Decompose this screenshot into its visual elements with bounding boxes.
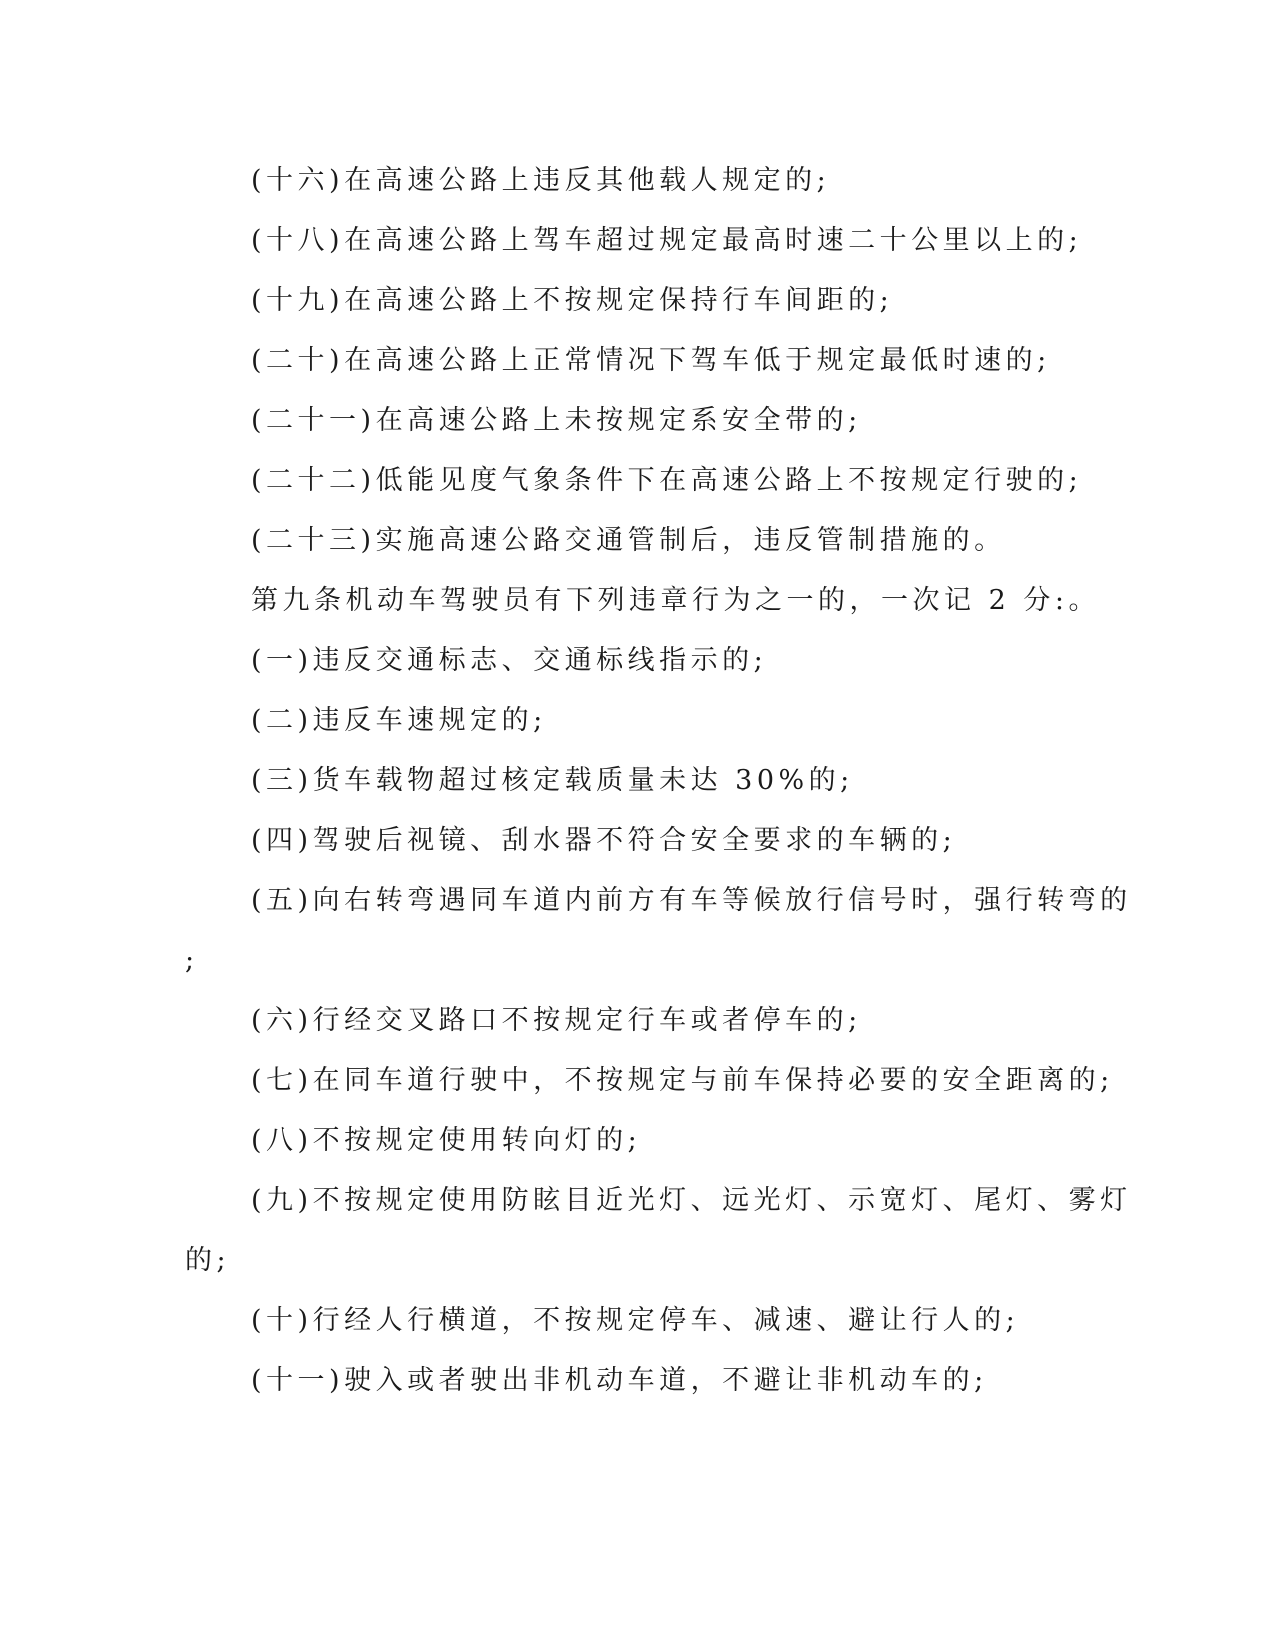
text-line: (六)行经交叉路口不按规定行车或者停车的; — [251, 1005, 862, 1036]
text-line: (四)驾驶后视镜、刮水器不符合安全要求的车辆的; — [251, 825, 957, 856]
text-line: (二)违反车速规定的; — [251, 705, 547, 736]
article-heading: 第九条机动车驾驶员有下列违章行为之一的，一次记 2 分:。 — [251, 585, 1100, 616]
text-line: (三)货车载物超过核定载质量未达 30%的; — [251, 765, 854, 796]
document-body — [185, 157, 1132, 1417]
text-line: (一)违反交通标志、交通标线指示的; — [251, 645, 768, 676]
text-line: (十九)在高速公路上不按规定保持行车间距的; — [251, 285, 894, 316]
text-line: (二十)在高速公路上正常情况下驾车低于规定最低时速的; — [251, 345, 1051, 376]
text-line: (八)不按规定使用转向灯的; — [251, 1125, 642, 1156]
text-line-continuation: 的; — [185, 1245, 231, 1276]
text-line: (二十一)在高速公路上未按规定系安全带的; — [251, 405, 862, 436]
text-line: (七)在同车道行驶中，不按规定与前车保持必要的安全距离的; — [251, 1065, 1114, 1096]
text-line: (五)向右转弯遇同车道内前方有车等候放行信号时，强行转弯的 — [251, 885, 1132, 916]
text-line: (二十二)低能见度气象条件下在高速公路上不按规定行驶的; — [251, 465, 1083, 496]
text-line: (十六)在高速公路上违反其他载人规定的; — [251, 165, 831, 196]
text-line: (十)行经人行横道，不按规定停车、减速、避让行人的; — [251, 1305, 1020, 1336]
text-line: (十一)驶入或者驶出非机动车道，不避让非机动车的; — [251, 1365, 988, 1396]
text-line: (二十三)实施高速公路交通管制后，违反管制措施的。 — [251, 525, 1006, 556]
text-line: (十八)在高速公路上驾车超过规定最高时速二十公里以上的; — [251, 225, 1083, 256]
text-line-continuation: ; — [185, 945, 199, 976]
text-line: (九)不按规定使用防眩目近光灯、远光灯、示宽灯、尾灯、雾灯 — [251, 1185, 1132, 1216]
